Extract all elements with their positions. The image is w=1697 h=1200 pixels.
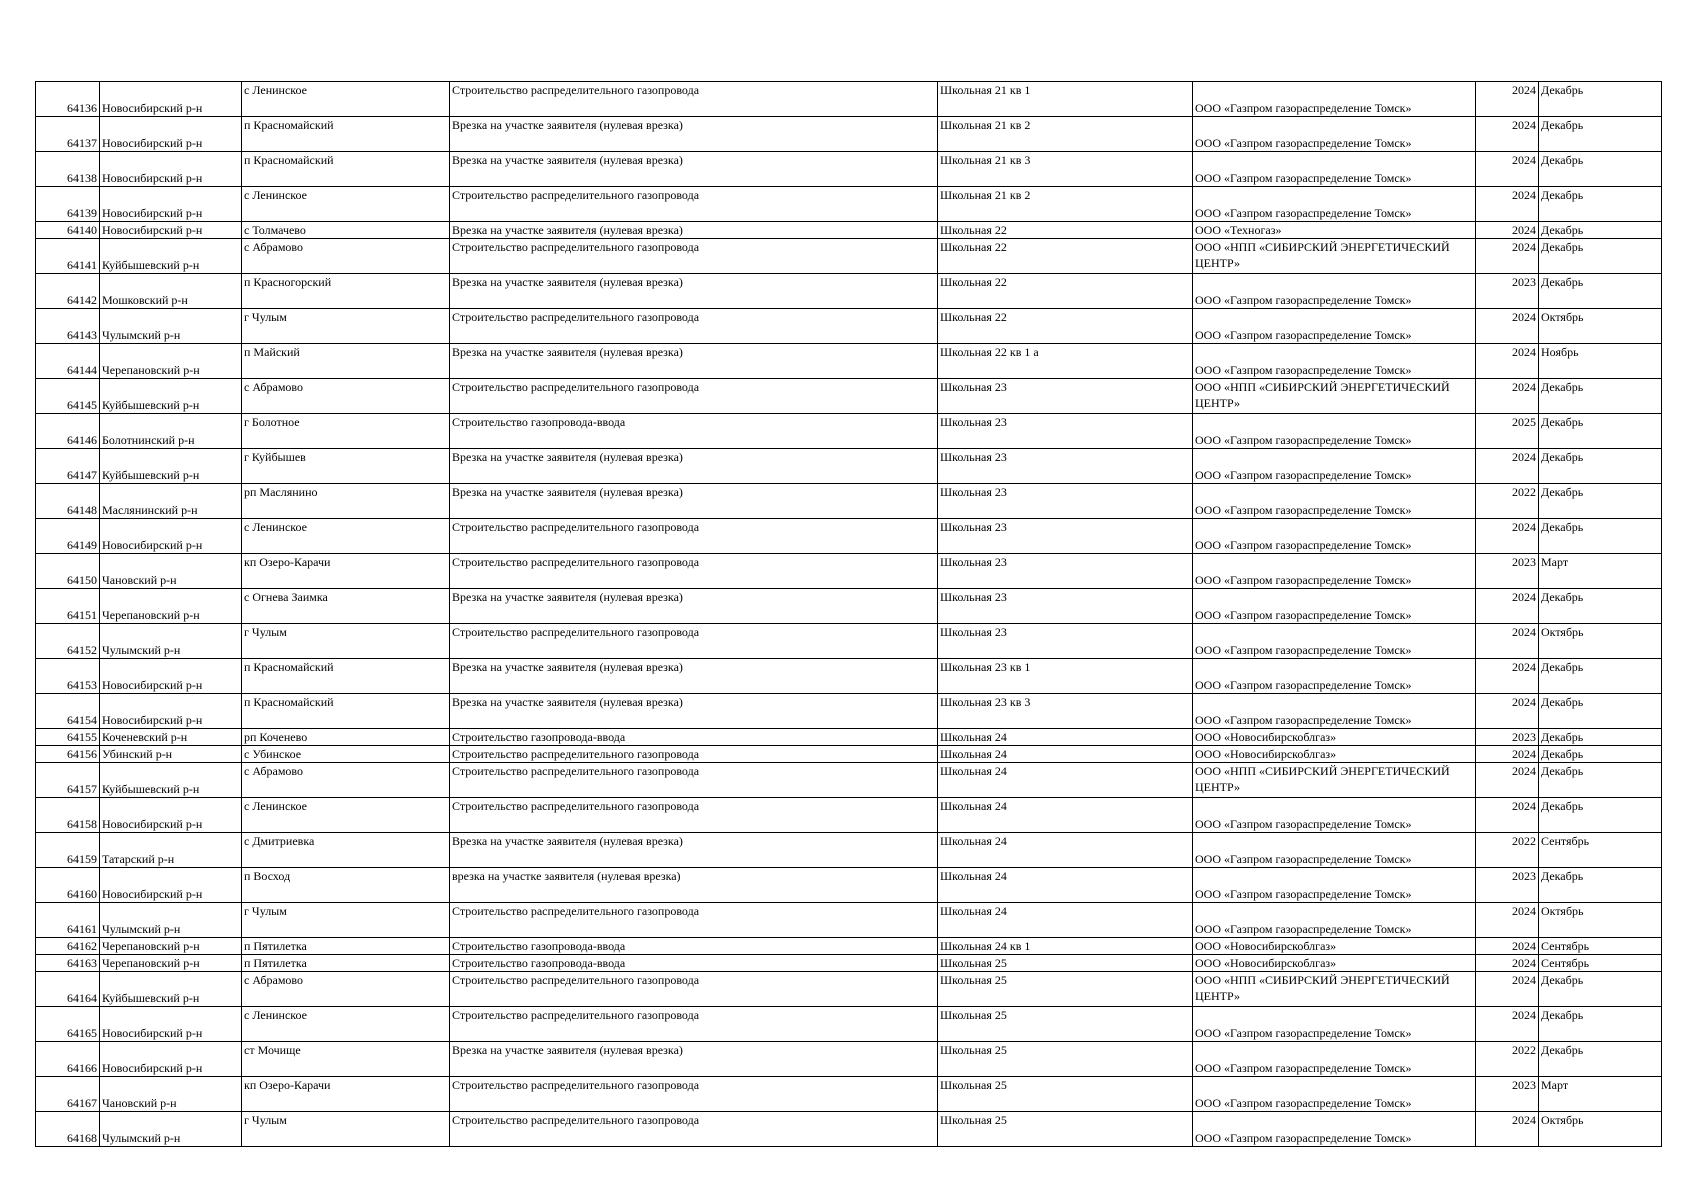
- table-row: [36, 344, 1662, 379]
- address-cell: Школьная 25: [938, 1007, 1193, 1042]
- organization-cell: ООО «Газпром газораспределение Томск»: [1193, 624, 1476, 659]
- table-row: [36, 222, 1662, 239]
- locality-cell: с Убинское: [242, 746, 450, 763]
- locality-cell: рп Маслянино: [242, 484, 450, 519]
- row-number-cell: 64136: [36, 82, 100, 117]
- work-type-cell: Строительство распределительного газопровода: [450, 187, 938, 222]
- locality-cell: г Чулым: [242, 1112, 450, 1147]
- table-row: [36, 554, 1662, 589]
- locality-cell: с Толмачево: [242, 222, 450, 239]
- month-cell: Декабрь: [1539, 82, 1662, 117]
- locality-cell: с Ленинское: [242, 187, 450, 222]
- work-type-cell: Врезка на участке заявителя (нулевая врезка): [450, 117, 938, 152]
- table-row: [36, 868, 1662, 903]
- district-cell: Чулымский р-н: [100, 309, 242, 344]
- organization-cell: ООО «Газпром газораспределение Томск»: [1193, 274, 1476, 309]
- year-cell: 2024: [1476, 763, 1539, 798]
- locality-cell: с Ленинское: [242, 82, 450, 117]
- table-row: [36, 833, 1662, 868]
- month-cell: Декабрь: [1539, 449, 1662, 484]
- month-cell: Декабрь: [1539, 274, 1662, 309]
- organization-cell: ООО «Новосибирскоблгаз»: [1193, 955, 1476, 972]
- table-row: [36, 449, 1662, 484]
- locality-cell: кп Озеро-Карачи: [242, 554, 450, 589]
- address-cell: Школьная 25: [938, 1042, 1193, 1077]
- row-number-cell: 64138: [36, 152, 100, 187]
- work-type-cell: Строительство газопровода-ввода: [450, 414, 938, 449]
- organization-cell: ООО «НПП «СИБИРСКИЙ ЭНЕРГЕТИЧЕСКИЙ ЦЕНТР»: [1193, 379, 1476, 414]
- work-type-cell: врезка на участке заявителя (нулевая врезка): [450, 868, 938, 903]
- table-row: [36, 187, 1662, 222]
- district-cell: Новосибирский р-н: [100, 187, 242, 222]
- work-type-cell: Строительство распределительного газопровода: [450, 746, 938, 763]
- address-cell: Школьная 23: [938, 554, 1193, 589]
- organization-cell: ООО «Газпром газораспределение Томск»: [1193, 449, 1476, 484]
- work-type-cell: Врезка на участке заявителя (нулевая врезка): [450, 1042, 938, 1077]
- row-number-cell: 64148: [36, 484, 100, 519]
- organization-cell: ООО «Газпром газораспределение Томск»: [1193, 903, 1476, 938]
- work-type-cell: Строительство распределительного газопровода: [450, 972, 938, 1007]
- locality-cell: с Абрамово: [242, 972, 450, 1007]
- district-cell: Чановский р-н: [100, 554, 242, 589]
- year-cell: 2025: [1476, 414, 1539, 449]
- year-cell: 2022: [1476, 833, 1539, 868]
- month-cell: Сентябрь: [1539, 833, 1662, 868]
- locality-cell: с Абрамово: [242, 239, 450, 274]
- year-cell: 2024: [1476, 955, 1539, 972]
- address-cell: Школьная 23 кв 3: [938, 694, 1193, 729]
- district-cell: Черепановский р-н: [100, 589, 242, 624]
- table-row: [36, 239, 1662, 274]
- district-cell: Новосибирский р-н: [100, 694, 242, 729]
- work-type-cell: Строительство распределительного газопровода: [450, 239, 938, 274]
- month-cell: Декабрь: [1539, 868, 1662, 903]
- work-type-cell: Врезка на участке заявителя (нулевая врезка): [450, 484, 938, 519]
- table-row: [36, 763, 1662, 798]
- row-number-cell: 64161: [36, 903, 100, 938]
- table-row: [36, 694, 1662, 729]
- table-row: [36, 624, 1662, 659]
- district-cell: Чулымский р-н: [100, 903, 242, 938]
- row-number-cell: 64140: [36, 222, 100, 239]
- year-cell: 2023: [1476, 274, 1539, 309]
- work-type-cell: Строительство газопровода-ввода: [450, 729, 938, 746]
- locality-cell: г Болотное: [242, 414, 450, 449]
- address-cell: Школьная 24 кв 1: [938, 938, 1193, 955]
- work-type-cell: Строительство распределительного газопровода: [450, 309, 938, 344]
- year-cell: 2024: [1476, 309, 1539, 344]
- locality-cell: п Пятилетка: [242, 955, 450, 972]
- month-cell: Декабрь: [1539, 239, 1662, 274]
- address-cell: Школьная 24: [938, 868, 1193, 903]
- organization-cell: ООО «Газпром газораспределение Томск»: [1193, 589, 1476, 624]
- row-number-cell: 64158: [36, 798, 100, 833]
- year-cell: 2023: [1476, 1077, 1539, 1112]
- district-cell: Куйбышевский р-н: [100, 972, 242, 1007]
- organization-cell: ООО «Газпром газораспределение Томск»: [1193, 82, 1476, 117]
- month-cell: Сентябрь: [1539, 955, 1662, 972]
- row-number-cell: 64137: [36, 117, 100, 152]
- year-cell: 2024: [1476, 746, 1539, 763]
- work-type-cell: Врезка на участке заявителя (нулевая врезка): [450, 274, 938, 309]
- year-cell: 2024: [1476, 222, 1539, 239]
- address-cell: Школьная 22: [938, 309, 1193, 344]
- month-cell: Октябрь: [1539, 309, 1662, 344]
- locality-cell: с Ленинское: [242, 1007, 450, 1042]
- district-cell: Черепановский р-н: [100, 344, 242, 379]
- month-cell: Октябрь: [1539, 1112, 1662, 1147]
- address-cell: Школьная 25: [938, 1112, 1193, 1147]
- district-cell: Черепановский р-н: [100, 955, 242, 972]
- year-cell: 2024: [1476, 449, 1539, 484]
- month-cell: Декабрь: [1539, 589, 1662, 624]
- month-cell: Сентябрь: [1539, 938, 1662, 955]
- table-row: [36, 729, 1662, 746]
- district-cell: Чулымский р-н: [100, 624, 242, 659]
- locality-cell: п Пятилетка: [242, 938, 450, 955]
- row-number-cell: 64166: [36, 1042, 100, 1077]
- year-cell: 2024: [1476, 1007, 1539, 1042]
- work-type-cell: Строительство распределительного газопровода: [450, 1007, 938, 1042]
- organization-cell: ООО «Газпром газораспределение Томск»: [1193, 309, 1476, 344]
- locality-cell: п Красногорский: [242, 274, 450, 309]
- locality-cell: п Красномайский: [242, 659, 450, 694]
- locality-cell: п Красномайский: [242, 694, 450, 729]
- work-type-cell: Врезка на участке заявителя (нулевая врезка): [450, 152, 938, 187]
- locality-cell: ст Мочище: [242, 1042, 450, 1077]
- organization-cell: ООО «Газпром газораспределение Томск»: [1193, 1077, 1476, 1112]
- organization-cell: ООО «Газпром газораспределение Томск»: [1193, 868, 1476, 903]
- month-cell: Декабрь: [1539, 729, 1662, 746]
- row-number-cell: 64160: [36, 868, 100, 903]
- month-cell: Декабрь: [1539, 414, 1662, 449]
- table-row: [36, 117, 1662, 152]
- year-cell: 2024: [1476, 798, 1539, 833]
- locality-cell: п Красномайский: [242, 152, 450, 187]
- organization-cell: ООО «Газпром газораспределение Томск»: [1193, 1042, 1476, 1077]
- organization-cell: ООО «Газпром газораспределение Томск»: [1193, 152, 1476, 187]
- row-number-cell: 64151: [36, 589, 100, 624]
- month-cell: Декабрь: [1539, 972, 1662, 1007]
- year-cell: 2022: [1476, 484, 1539, 519]
- locality-cell: кп Озеро-Карачи: [242, 1077, 450, 1112]
- row-number-cell: 64154: [36, 694, 100, 729]
- organization-cell: ООО «НПП «СИБИРСКИЙ ЭНЕРГЕТИЧЕСКИЙ ЦЕНТР»: [1193, 972, 1476, 1007]
- table-row: [36, 1007, 1662, 1042]
- row-number-cell: 64165: [36, 1007, 100, 1042]
- row-number-cell: 64145: [36, 379, 100, 414]
- work-type-cell: Строительство распределительного газопровода: [450, 763, 938, 798]
- address-cell: Школьная 23: [938, 519, 1193, 554]
- locality-cell: с Ленинское: [242, 798, 450, 833]
- row-number-cell: 64152: [36, 624, 100, 659]
- year-cell: 2024: [1476, 589, 1539, 624]
- row-number-cell: 64153: [36, 659, 100, 694]
- work-type-cell: Врезка на участке заявителя (нулевая врезка): [450, 344, 938, 379]
- year-cell: 2024: [1476, 239, 1539, 274]
- district-cell: Куйбышевский р-н: [100, 449, 242, 484]
- row-number-cell: 64139: [36, 187, 100, 222]
- organization-cell: ООО «Газпром газораспределение Томск»: [1193, 833, 1476, 868]
- year-cell: 2024: [1476, 82, 1539, 117]
- table-row: [36, 274, 1662, 309]
- organization-cell: ООО «Новосибирскоблгаз»: [1193, 729, 1476, 746]
- table-row: [36, 659, 1662, 694]
- month-cell: Декабрь: [1539, 222, 1662, 239]
- row-number-cell: 64149: [36, 519, 100, 554]
- month-cell: Декабрь: [1539, 187, 1662, 222]
- row-number-cell: 64155: [36, 729, 100, 746]
- year-cell: 2024: [1476, 1112, 1539, 1147]
- work-type-cell: Строительство газопровода-ввода: [450, 955, 938, 972]
- locality-cell: г Куйбышев: [242, 449, 450, 484]
- work-type-cell: Строительство распределительного газопровода: [450, 1112, 938, 1147]
- row-number-cell: 64167: [36, 1077, 100, 1112]
- gas-connection-table: [35, 81, 1662, 1147]
- address-cell: Школьная 24: [938, 833, 1193, 868]
- year-cell: 2024: [1476, 379, 1539, 414]
- organization-cell: ООО «Газпром газораспределение Томск»: [1193, 519, 1476, 554]
- work-type-cell: Строительство распределительного газопровода: [450, 519, 938, 554]
- table-row: [36, 82, 1662, 117]
- district-cell: Мошковский р-н: [100, 274, 242, 309]
- organization-cell: ООО «Газпром газораспределение Томск»: [1193, 117, 1476, 152]
- organization-cell: ООО «Газпром газораспределение Томск»: [1193, 344, 1476, 379]
- address-cell: Школьная 21 кв 1: [938, 82, 1193, 117]
- district-cell: Болотнинский р-н: [100, 414, 242, 449]
- organization-cell: ООО «Газпром газораспределение Томск»: [1193, 187, 1476, 222]
- year-cell: 2024: [1476, 624, 1539, 659]
- district-cell: Чановский р-н: [100, 1077, 242, 1112]
- locality-cell: с Абрамово: [242, 379, 450, 414]
- work-type-cell: Врезка на участке заявителя (нулевая врезка): [450, 833, 938, 868]
- row-number-cell: 64163: [36, 955, 100, 972]
- address-cell: Школьная 22: [938, 222, 1193, 239]
- table-row: [36, 484, 1662, 519]
- locality-cell: с Дмитриевка: [242, 833, 450, 868]
- row-number-cell: 64146: [36, 414, 100, 449]
- organization-cell: ООО «Газпром газораспределение Томск»: [1193, 1007, 1476, 1042]
- work-type-cell: Строительство газопровода-ввода: [450, 938, 938, 955]
- table-row: [36, 972, 1662, 1007]
- year-cell: 2024: [1476, 659, 1539, 694]
- row-number-cell: 64162: [36, 938, 100, 955]
- row-number-cell: 64142: [36, 274, 100, 309]
- work-type-cell: Строительство распределительного газопровода: [450, 379, 938, 414]
- month-cell: Март: [1539, 1077, 1662, 1112]
- row-number-cell: 64164: [36, 972, 100, 1007]
- year-cell: 2024: [1476, 187, 1539, 222]
- locality-cell: с Огнева Заимка: [242, 589, 450, 624]
- address-cell: Школьная 24: [938, 729, 1193, 746]
- year-cell: 2024: [1476, 903, 1539, 938]
- month-cell: Декабрь: [1539, 379, 1662, 414]
- month-cell: Декабрь: [1539, 746, 1662, 763]
- table-row: [36, 746, 1662, 763]
- row-number-cell: 64150: [36, 554, 100, 589]
- table-row: [36, 152, 1662, 187]
- row-number-cell: 64143: [36, 309, 100, 344]
- address-cell: Школьная 22: [938, 239, 1193, 274]
- district-cell: Новосибирский р-н: [100, 117, 242, 152]
- table-row: [36, 903, 1662, 938]
- year-cell: 2022: [1476, 1042, 1539, 1077]
- work-type-cell: Врезка на участке заявителя (нулевая врезка): [450, 694, 938, 729]
- locality-cell: п Восход: [242, 868, 450, 903]
- organization-cell: ООО «Газпром газораспределение Томск»: [1193, 414, 1476, 449]
- work-type-cell: Строительство распределительного газопровода: [450, 903, 938, 938]
- address-cell: Школьная 25: [938, 972, 1193, 1007]
- year-cell: 2024: [1476, 694, 1539, 729]
- district-cell: Новосибирский р-н: [100, 82, 242, 117]
- locality-cell: с Абрамово: [242, 763, 450, 798]
- address-cell: Школьная 22 кв 1 а: [938, 344, 1193, 379]
- year-cell: 2023: [1476, 868, 1539, 903]
- row-number-cell: 64141: [36, 239, 100, 274]
- table-row: [36, 519, 1662, 554]
- address-cell: Школьная 25: [938, 955, 1193, 972]
- month-cell: Декабрь: [1539, 1042, 1662, 1077]
- locality-cell: п Майский: [242, 344, 450, 379]
- locality-cell: г Чулым: [242, 624, 450, 659]
- work-type-cell: Врезка на участке заявителя (нулевая врезка): [450, 222, 938, 239]
- month-cell: Декабрь: [1539, 798, 1662, 833]
- organization-cell: ООО «Газпром газораспределение Томск»: [1193, 659, 1476, 694]
- district-cell: Новосибирский р-н: [100, 519, 242, 554]
- table-row: [36, 1042, 1662, 1077]
- locality-cell: рп Коченево: [242, 729, 450, 746]
- work-type-cell: Строительство распределительного газопровода: [450, 1077, 938, 1112]
- month-cell: Март: [1539, 554, 1662, 589]
- organization-cell: ООО «Техногаз»: [1193, 222, 1476, 239]
- district-cell: Убинский р-н: [100, 746, 242, 763]
- address-cell: Школьная 23: [938, 624, 1193, 659]
- year-cell: 2024: [1476, 344, 1539, 379]
- district-cell: Новосибирский р-н: [100, 152, 242, 187]
- table-row: [36, 1077, 1662, 1112]
- table-row: [36, 589, 1662, 624]
- organization-cell: ООО «Новосибирскоблгаз»: [1193, 938, 1476, 955]
- table-row: [36, 309, 1662, 344]
- district-cell: Новосибирский р-н: [100, 659, 242, 694]
- locality-cell: г Чулым: [242, 903, 450, 938]
- address-cell: Школьная 24: [938, 798, 1193, 833]
- organization-cell: ООО «Новосибирскоблгаз»: [1193, 746, 1476, 763]
- locality-cell: с Ленинское: [242, 519, 450, 554]
- work-type-cell: Врезка на участке заявителя (нулевая врезка): [450, 589, 938, 624]
- address-cell: Школьная 21 кв 3: [938, 152, 1193, 187]
- row-number-cell: 64147: [36, 449, 100, 484]
- address-cell: Школьная 22: [938, 274, 1193, 309]
- year-cell: 2023: [1476, 554, 1539, 589]
- month-cell: Декабрь: [1539, 519, 1662, 554]
- district-cell: Куйбышевский р-н: [100, 379, 242, 414]
- month-cell: Декабрь: [1539, 152, 1662, 187]
- row-number-cell: 64168: [36, 1112, 100, 1147]
- year-cell: 2023: [1476, 729, 1539, 746]
- address-cell: Школьная 24: [938, 763, 1193, 798]
- year-cell: 2024: [1476, 152, 1539, 187]
- table-row: [36, 414, 1662, 449]
- month-cell: Ноябрь: [1539, 344, 1662, 379]
- row-number-cell: 64159: [36, 833, 100, 868]
- year-cell: 2024: [1476, 938, 1539, 955]
- address-cell: Школьная 24: [938, 746, 1193, 763]
- district-cell: Куйбышевский р-н: [100, 239, 242, 274]
- month-cell: Декабрь: [1539, 1007, 1662, 1042]
- year-cell: 2024: [1476, 519, 1539, 554]
- year-cell: 2024: [1476, 117, 1539, 152]
- locality-cell: п Красномайский: [242, 117, 450, 152]
- work-type-cell: Врезка на участке заявителя (нулевая врезка): [450, 449, 938, 484]
- district-cell: Чулымский р-н: [100, 1112, 242, 1147]
- month-cell: Декабрь: [1539, 763, 1662, 798]
- address-cell: Школьная 25: [938, 1077, 1193, 1112]
- locality-cell: г Чулым: [242, 309, 450, 344]
- organization-cell: ООО «Газпром газораспределение Томск»: [1193, 694, 1476, 729]
- month-cell: Декабрь: [1539, 694, 1662, 729]
- district-cell: Новосибирский р-н: [100, 1042, 242, 1077]
- district-cell: Маслянинский р-н: [100, 484, 242, 519]
- organization-cell: ООО «Газпром газораспределение Томск»: [1193, 484, 1476, 519]
- work-type-cell: Строительство распределительного газопровода: [450, 554, 938, 589]
- address-cell: Школьная 21 кв 2: [938, 117, 1193, 152]
- organization-cell: ООО «НПП «СИБИРСКИЙ ЭНЕРГЕТИЧЕСКИЙ ЦЕНТР»: [1193, 763, 1476, 798]
- year-cell: 2024: [1476, 972, 1539, 1007]
- table-row: [36, 798, 1662, 833]
- month-cell: Октябрь: [1539, 624, 1662, 659]
- organization-cell: ООО «Газпром газораспределение Томск»: [1193, 1112, 1476, 1147]
- organization-cell: ООО «НПП «СИБИРСКИЙ ЭНЕРГЕТИЧЕСКИЙ ЦЕНТР»: [1193, 239, 1476, 274]
- district-cell: Коченевский р-н: [100, 729, 242, 746]
- table-row: [36, 1112, 1662, 1147]
- district-cell: Татарский р-н: [100, 833, 242, 868]
- work-type-cell: Строительство распределительного газопровода: [450, 798, 938, 833]
- district-cell: Новосибирский р-н: [100, 798, 242, 833]
- table-row: [36, 955, 1662, 972]
- month-cell: Декабрь: [1539, 117, 1662, 152]
- district-cell: Черепановский р-н: [100, 938, 242, 955]
- address-cell: Школьная 23: [938, 484, 1193, 519]
- address-cell: Школьная 23 кв 1: [938, 659, 1193, 694]
- month-cell: Декабрь: [1539, 484, 1662, 519]
- row-number-cell: 64144: [36, 344, 100, 379]
- district-cell: Новосибирский р-н: [100, 868, 242, 903]
- district-cell: Куйбышевский р-н: [100, 763, 242, 798]
- row-number-cell: 64157: [36, 763, 100, 798]
- address-cell: Школьная 23: [938, 379, 1193, 414]
- work-type-cell: Строительство распределительного газопровода: [450, 82, 938, 117]
- table-row: [36, 938, 1662, 955]
- work-type-cell: Строительство распределительного газопровода: [450, 624, 938, 659]
- month-cell: Октябрь: [1539, 903, 1662, 938]
- organization-cell: ООО «Газпром газораспределение Томск»: [1193, 554, 1476, 589]
- row-number-cell: 64156: [36, 746, 100, 763]
- district-cell: Новосибирский р-н: [100, 222, 242, 239]
- district-cell: Новосибирский р-н: [100, 1007, 242, 1042]
- address-cell: Школьная 21 кв 2: [938, 187, 1193, 222]
- address-cell: Школьная 23: [938, 414, 1193, 449]
- address-cell: Школьная 24: [938, 903, 1193, 938]
- table-row: [36, 379, 1662, 414]
- address-cell: Школьная 23: [938, 589, 1193, 624]
- work-type-cell: Врезка на участке заявителя (нулевая врезка): [450, 659, 938, 694]
- address-cell: Школьная 23: [938, 449, 1193, 484]
- month-cell: Декабрь: [1539, 659, 1662, 694]
- organization-cell: ООО «Газпром газораспределение Томск»: [1193, 798, 1476, 833]
